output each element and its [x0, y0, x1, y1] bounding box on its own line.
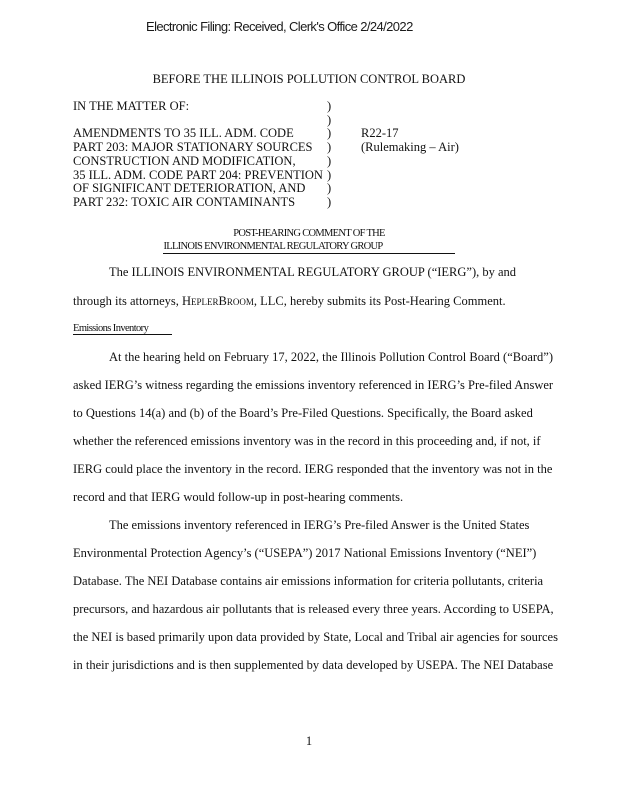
caption-line: IN THE MATTER OF: — [73, 99, 190, 113]
para-line: The emissions inventory referenced in IERG’s Pre-filed Answer is the United States — [109, 518, 530, 532]
para-line: whether the referenced emissions inventory was in the record in this proceeding and, if not, if — [73, 434, 541, 448]
para-line: the NEI is based primarily upon data provided by State, Local and Tribal air agencies for sources — [73, 630, 558, 644]
firm-name: HeplerBroom — [182, 294, 254, 308]
caption-line: OF SIGNIFICANT DETERIORATION, AND — [73, 181, 306, 196]
caption-line: PART 203: MAJOR STATIONARY SOURCES — [73, 140, 313, 155]
filing-stamp: Electronic Filing: Received, Clerk's Office 2/24/2022 — [146, 19, 413, 34]
case-number: R22-17 — [361, 126, 399, 140]
caption-line: CONSTRUCTION AND MODIFICATION, — [73, 153, 296, 168]
intro-line: The ILLINOIS ENVIRONMENTAL REGULATORY GROUP (“IERG”), by and — [109, 265, 517, 279]
intro-line — [73, 294, 506, 309]
caption-left — [73, 100, 323, 210]
section-heading — [73, 323, 172, 334]
para-line: in their jurisdictions and is then supplemented by data developed by USEPA. The NEI Database — [73, 658, 554, 672]
caption-line: AMENDMENTS TO 35 ILL. ADM. CODE — [73, 126, 294, 141]
para-line: Database. The NEI Database contains air emissions information for criteria pollutants, criteria — [73, 574, 544, 588]
caption-paren: ) — [327, 99, 332, 113]
para-line: Environmental Protection Agency’s (“USEPA”) 2017 National Emissions Inventory (“NEI”) — [73, 546, 537, 560]
para-line: At the hearing held on February 17, 2022, the Illinois Pollution Control Board (“Board”) — [109, 350, 554, 364]
para-line: IERG could place the inventory in the record. IERG responded that the inventory was not in the — [73, 462, 553, 476]
page-heading: BEFORE THE ILLINOIS POLLUTION CONTROL BOARD — [152, 72, 466, 86]
para-line: asked IERG’s witness regarding the emissions inventory referenced in IERG’s Pre-filed Answer — [73, 378, 554, 392]
document-title-line1: POST-HEARING COMMENT OF THE — [233, 228, 385, 239]
caption-paren: ) — [327, 126, 332, 141]
para-line: to Questions 14(a) and (b) of the Board’s Pre-Filed Questions. Specifically, the Board asked — [73, 406, 533, 420]
caption-paren: ) — [327, 153, 332, 168]
caption-right — [361, 127, 459, 154]
caption-paren: ) — [327, 112, 332, 127]
intro-text: , LLC, hereby submits its Post-Hearing Comment. — [253, 294, 506, 308]
para-line: record and that IERG would follow-up in post-hearing comments. — [73, 490, 404, 504]
caption-paren: ) — [327, 140, 332, 155]
caption-parens — [327, 100, 331, 210]
intro-text: through its attorneys, — [73, 294, 183, 308]
document-title-line2: ILLINOIS ENVIRONMENTAL REGULATORY GROUP — [163, 240, 454, 254]
para-line: precursors, and hazardous air pollutants that is released every three years. According to USEPA, — [73, 602, 554, 616]
section-heading-text: Emissions Inventory — [73, 323, 172, 335]
case-type: (Rulemaking – Air) — [361, 139, 459, 154]
page-number: 1 — [305, 734, 313, 748]
caption-paren: ) — [327, 181, 332, 196]
document-title — [0, 227, 618, 254]
caption-line — [73, 114, 323, 128]
caption-line: 35 ILL. ADM. CODE PART 204: PREVENTION — [73, 167, 323, 182]
caption-paren: ) — [327, 167, 332, 182]
caption-paren: ) — [327, 194, 332, 209]
caption-line: PART 232: TOXIC AIR CONTAMINANTS — [73, 194, 296, 209]
